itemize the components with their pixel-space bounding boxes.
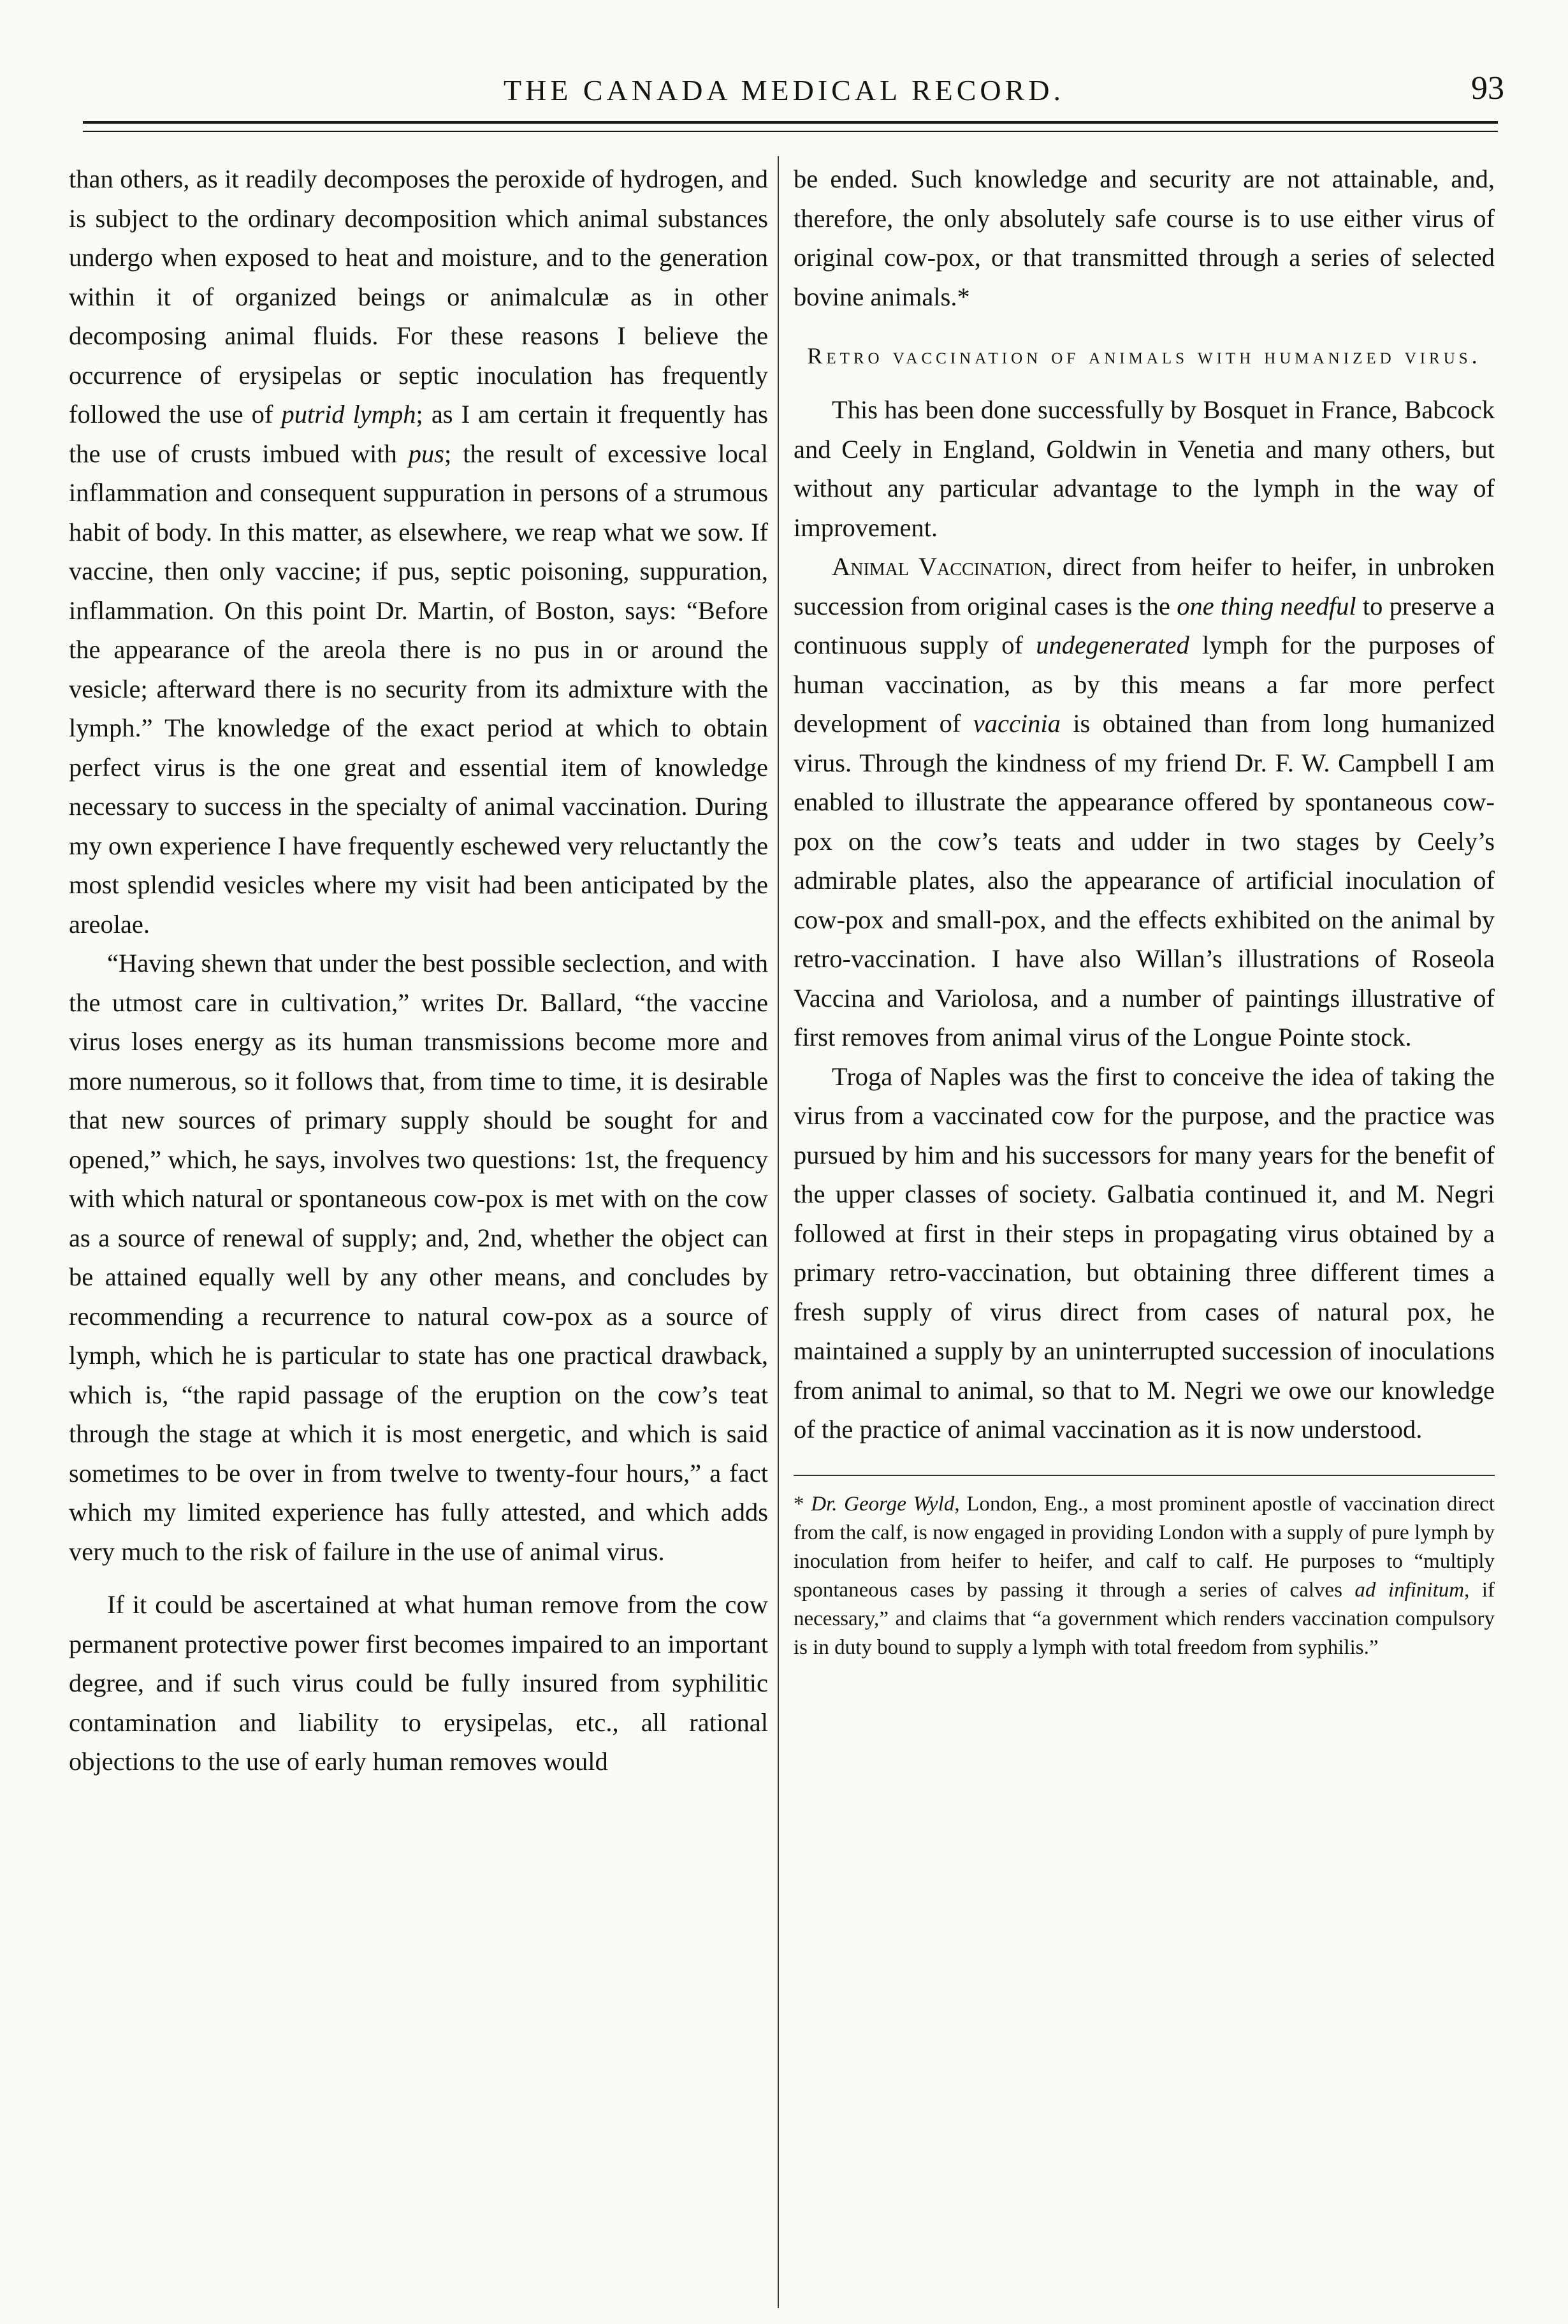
header-rule-thin bbox=[83, 131, 1498, 132]
small-caps-lead: Animal Vaccination bbox=[832, 552, 1047, 581]
section-heading: Retro vaccination of animals with humanized virus. bbox=[807, 343, 1481, 369]
italic-run: pus bbox=[408, 439, 445, 468]
text-run: ; as I am certain it frequently has the use of crusts imbued with bbox=[69, 400, 768, 468]
running-title: THE CANADA MEDICAL RECORD. bbox=[503, 74, 1065, 106]
text-run: is obtained than from long humanized virus. Through the kindness of my friend Dr. F. W. Campbell I am enabled to illustrate the appearance offered by spontaneous cow-pox on the cow’s teats and udder in two stages by Ceely’s admirable plates, also the appearance of artificial inoculation of cow-pox and small-pox, and the effects exhibited on the animal by retro-vaccination. I have also Willan’s illustrations of Roseola Vaccina and Variolosa, and a number of paintings illustrative of first removes from animal virus of the Longue Pointe stock. bbox=[794, 709, 1495, 1051]
italic-run: putrid lymph bbox=[281, 400, 416, 428]
italic-run: Dr. George Wyld bbox=[811, 1492, 955, 1516]
text-run: , London, Eng., a most prominent apostle of vaccination direct from the calf, is now engaged in providing London with a supply of pure lymph by inoculation from heifer to heifer, and calf to calf. He purposes to “multiply spontaneous cases by passing it through a series of calves bbox=[794, 1492, 1495, 1602]
right-paragraph-1: be ended. Such knowledge and security are not attainable, and, therefore, the only absolutely safe course is to use either virus of original cow-pox, or that transmitted through a series of selected bovine animals.* bbox=[794, 164, 1495, 311]
column-divider bbox=[778, 156, 779, 2308]
left-paragraph-3: If it could be ascertained at what human remove from the cow permanent protective power first becomes impaired to an important degree, and if such virus could be fully insured from syphilitic contamination and liability to erysipelas, etc., all rational objections to the use of early human removes would bbox=[69, 1590, 768, 1776]
page-number: 93 bbox=[1471, 70, 1504, 106]
footnote-marker: * bbox=[794, 1492, 811, 1516]
italic-run: undegenerated bbox=[1036, 631, 1189, 659]
italic-run: ad infinitum bbox=[1354, 1578, 1465, 1602]
right-column bbox=[794, 159, 1495, 1662]
left-paragraph-1 bbox=[69, 159, 768, 944]
header-rule-thick bbox=[83, 121, 1498, 124]
right-paragraph-3 bbox=[794, 547, 1495, 1057]
text-run: lymph for the purposes of human vaccination, as by this means a far more perfect development of bbox=[794, 631, 1495, 738]
text-run: ; the result of excessive local inflammation and consequent suppuration in persons of a strumous habit of body. In this matter, as elsewhere, we reap what we sow. If vaccine, then only vaccine; if pus, septic poisoning, suppuration, inflammation. On this point Dr. Martin, of Boston, says: “Before the appearance of the areola there is no pus in or around the vesicle; afterward there is no security from its admixture with the lymph.” The knowledge of the exact period at which to obtain perfect virus is the one great and essential item of knowledge necessary to success in the specialty of animal vaccination. During my own experience I have frequently eschewed very reluctantly the most splendid vesicles where my visit had been anticipated by the areolae. bbox=[69, 439, 768, 939]
text-run: , direct from heifer to heifer, in unbroken succession from original cases is the bbox=[794, 552, 1495, 620]
footnote-rule bbox=[794, 1475, 1495, 1476]
italic-run: vaccinia bbox=[973, 709, 1061, 738]
right-paragraph-4: Troga of Naples was the first to conceive the idea of taking the virus from a vaccinated cow for the purpose, and the practice was pursued by him and his successors for many years for the benefit of the upper classes of society. Galbatia continued it, and M. Negri followed at first in their steps in propagating virus obtained by a primary retro-vaccination, but obtaining three different times a fresh supply of virus direct from cases of natural pox, he maintained a supply by an uninterrupted succession of inoculations from animal to animal, so that to M. Negri we owe our knowledge of the practice of animal vaccination as it is now understood. bbox=[794, 1062, 1495, 1443]
text-run: than others, as it readily decomposes the peroxide of hydrogen, and is subject to the ordinary decomposition which animal substances undergo when exposed to heat and moisture, and to the generation within it of organized beings or animalculæ as in other decomposing animal fluids. For these reasons I believe the occurrence of erysipelas or septic inoculation has frequently followed the use of bbox=[69, 164, 768, 428]
page-header bbox=[64, 61, 1504, 118]
right-paragraph-2: This has been done successfully by Bosquet in France, Babcock and Ceely in England, Goldwin in Venetia and many others, but without any particular advantage to the lymph in the way of improvement. bbox=[794, 395, 1495, 542]
left-paragraph-2: “Having shewn that under the best possible seclection, and with the utmost care in cultivation,” writes Dr. Ballard, “the vaccine virus loses energy as its human transmissions become more and more numerous, so it follows that, from time to time, it is desirable that new sources of primary supply should be sought for and opened,” which, he says, involves two questions: 1st, the frequency with which natural or spontaneous cow-pox is met with on the cow as a source of renewal of supply; and, 2nd, whether the object can be attained equally well by any other means, and concludes by recommending a recurrence to natural cow-pox as a source of lymph, which he is particular to state has one practical drawback, which is, “the rapid passage of the eruption on the cow’s teat through the stage at which it is most energetic, and which is said sometimes to be over in from twelve to twenty-four hours,” a fact which my limited experience has fully attested, and which adds very much to the risk of failure in the use of animal virus. bbox=[69, 949, 768, 1566]
text-run: to preserve a continuous supply of bbox=[794, 591, 1495, 659]
italic-run: one thing needful bbox=[1177, 591, 1356, 620]
footnote bbox=[794, 1490, 1495, 1662]
left-column bbox=[69, 159, 768, 1781]
text-run: , if necessary,” and claims that “a government which renders vaccination compulsory is in duty bound to supply a lymph with total freedom from syphilis.” bbox=[794, 1578, 1495, 1659]
